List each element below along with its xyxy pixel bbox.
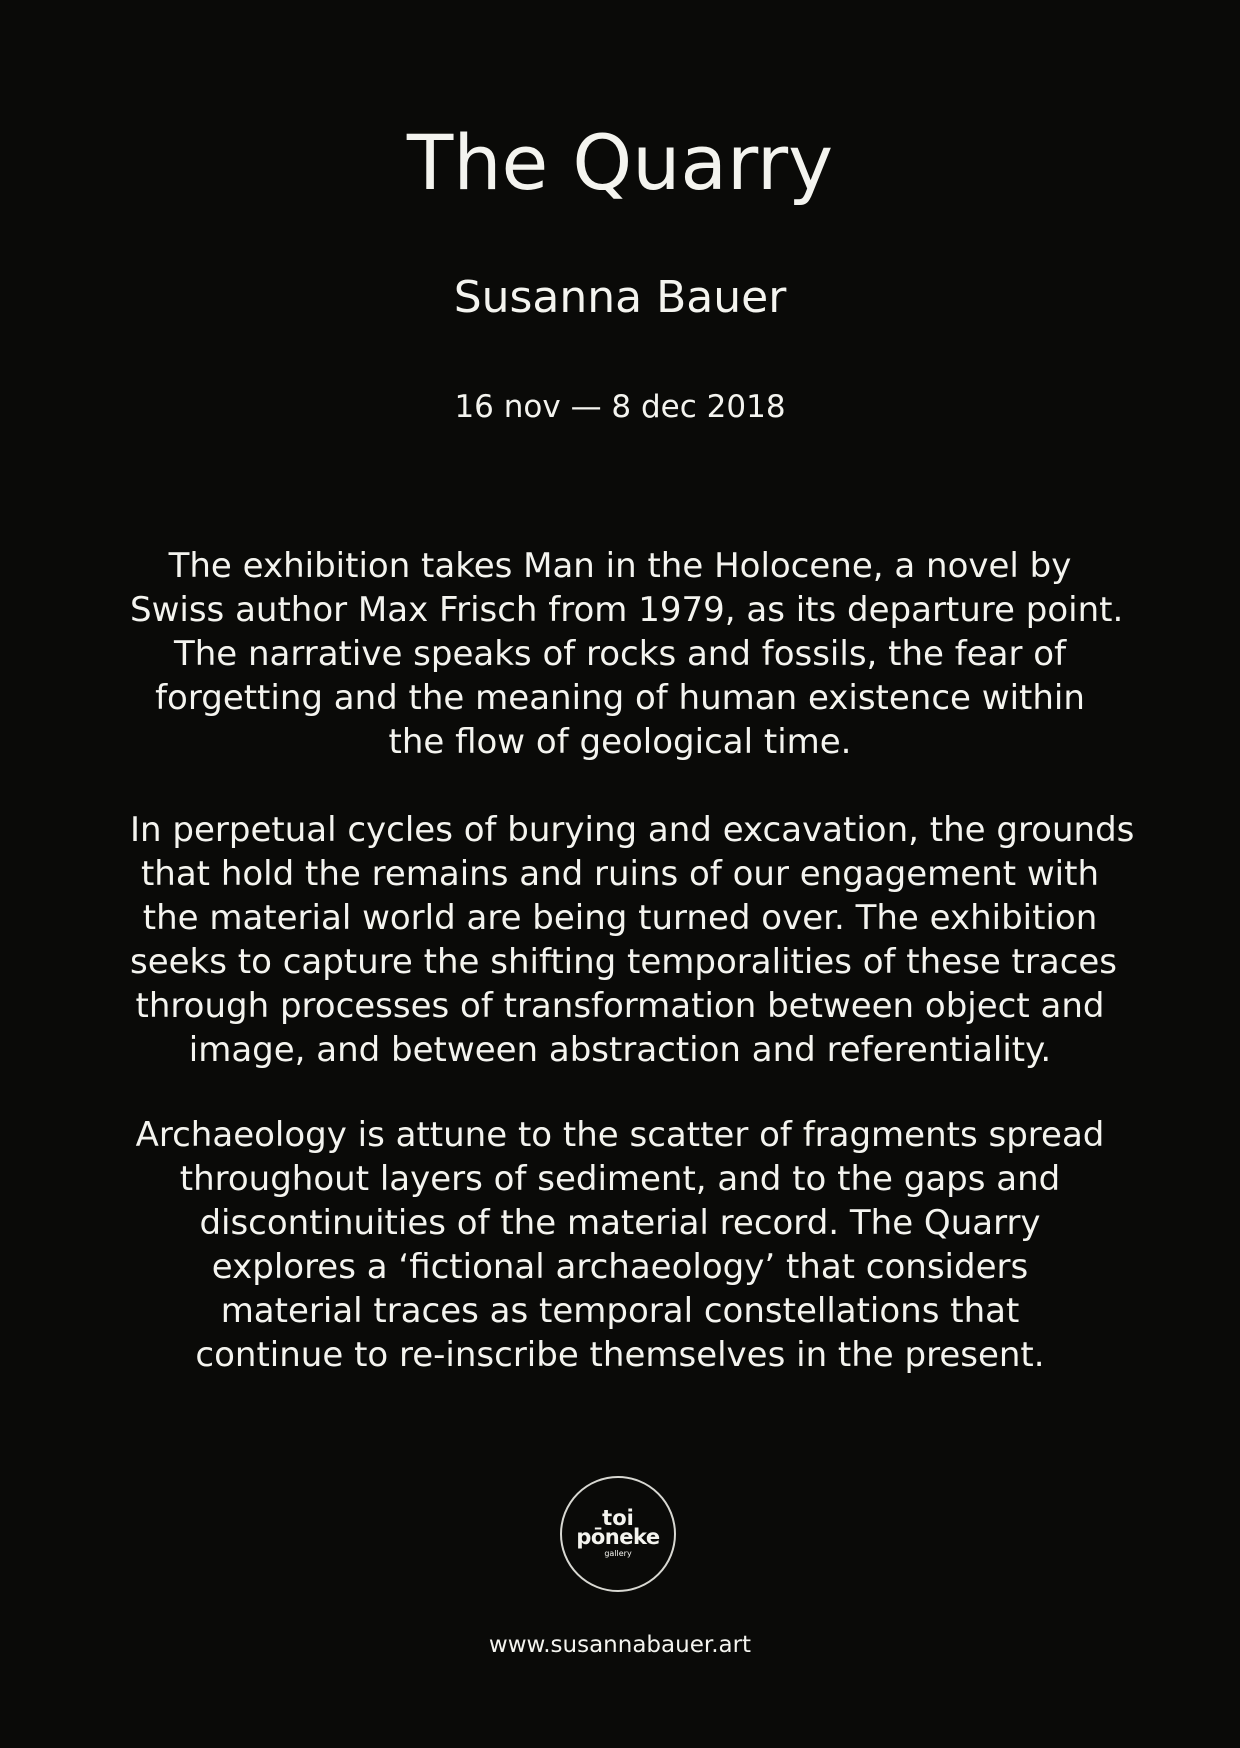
text-line: The narrative speaks of rocks and fossils, the fear of (173, 634, 1067, 674)
text-line: throughout layers of sediment, and to the gaps and (179, 1159, 1061, 1199)
text-line: material traces as temporal constellations that (220, 1291, 1020, 1331)
exhibition-dates: 16 nov — 8 dec 2018 (454, 389, 786, 425)
text-line: the material world are being turned over. The exhibition (142, 898, 1098, 938)
gallery-logo-line3: gallery (604, 1549, 632, 1558)
description-paragraph-3 (130, 1113, 1110, 1377)
website-url: www.susannabauer.art (488, 1632, 752, 1658)
text-line: that hold the remains and ruins of our engagement with (140, 854, 1100, 894)
text-line: the flow of geological time. (388, 722, 852, 762)
text-line: explores a ‘fictional archaeology’ that considers (211, 1247, 1029, 1287)
text-line: image, and between abstraction and referentiality. (188, 1030, 1052, 1070)
text-line: Swiss author Max Frisch from 1979, as its departure point. (130, 590, 1124, 630)
description-paragraph-1 (130, 544, 1124, 764)
text-line: In perpetual cycles of burying and excavation, the grounds (130, 810, 1135, 850)
gallery-logo-line2: pōneke (576, 1525, 660, 1549)
text-line: forgetting and the meaning of human existence within (155, 678, 1085, 718)
text-line: Archaeology is attune to the scatter of fragments spread (135, 1115, 1105, 1155)
text-line: The exhibition takes Man in the Holocene, a novel by (168, 546, 1072, 586)
gallery-logo (560, 1476, 676, 1592)
text-line: discontinuities of the material record. The Quarry (199, 1203, 1041, 1243)
exhibition-title: The Quarry (406, 118, 834, 207)
text-line: through processes of transformation between object and (135, 986, 1105, 1026)
text-line: continue to re-inscribe themselves in the present. (195, 1335, 1045, 1375)
text-line: seeks to capture the shifting temporalities of these traces (130, 942, 1118, 982)
description-paragraph-2 (130, 808, 1135, 1072)
artist-name: Susanna Bauer (453, 272, 787, 323)
gallery-logo-line1: toi (602, 1506, 634, 1530)
